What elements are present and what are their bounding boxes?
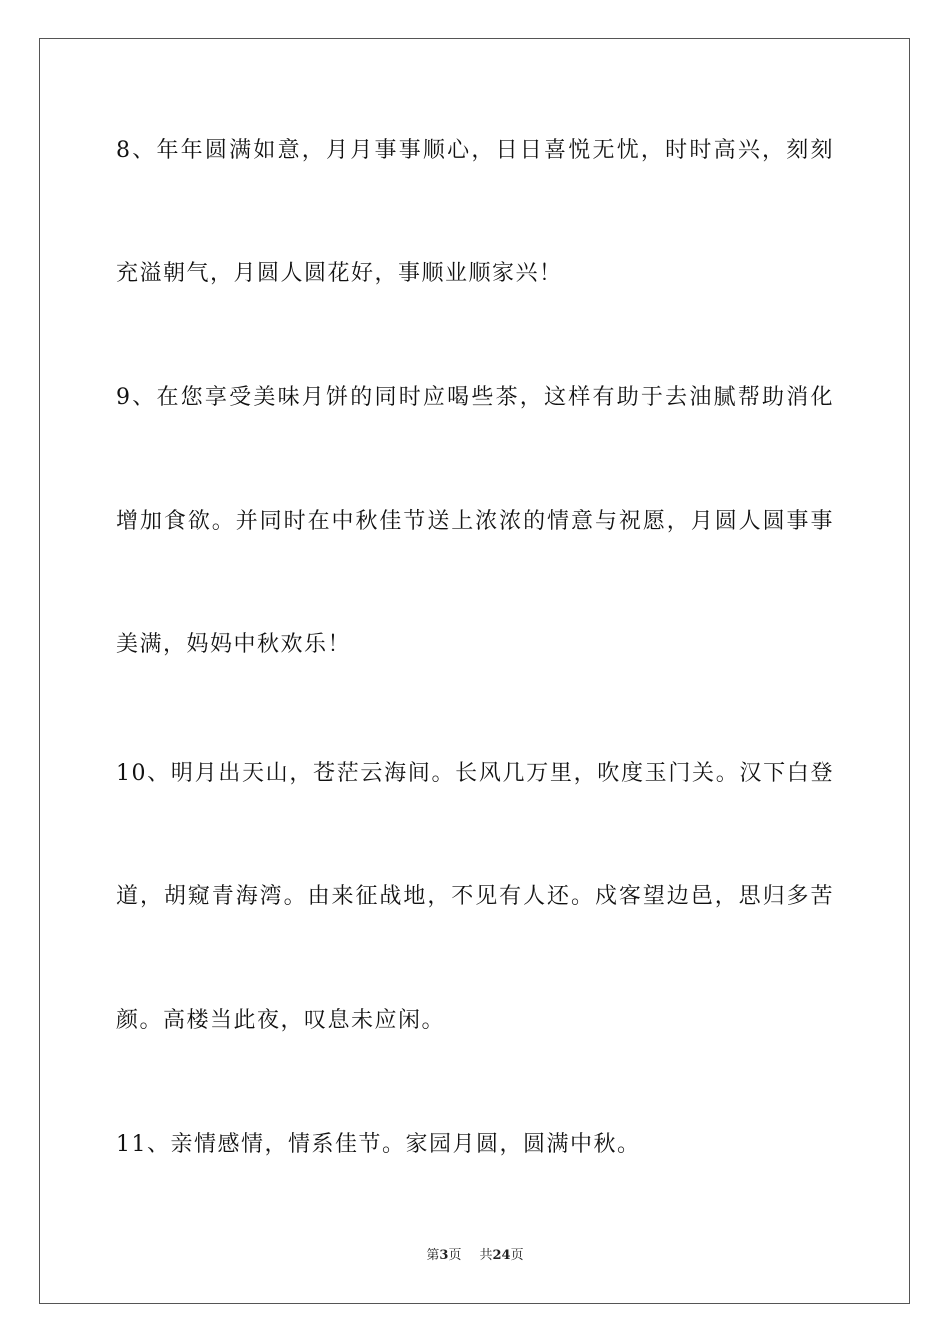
paragraph-9-line-2: 增加食欲。并同时在中秋佳节送上浓浓的情意与祝愿，月圆人圆事事 bbox=[116, 509, 834, 534]
total-suffix: 页 bbox=[510, 1248, 524, 1263]
page-footer bbox=[0, 1247, 950, 1265]
page-border bbox=[39, 38, 910, 1304]
page-number: 3 bbox=[439, 1248, 449, 1263]
paragraph-10-line-3: 颜。高楼当此夜，叹息未应闲。 bbox=[116, 1008, 446, 1033]
total-pages: 24 bbox=[492, 1248, 511, 1263]
paragraph-8-line-2: 充溢朝气，月圆人圆花好，事顺业顺家兴！ bbox=[116, 261, 563, 286]
paragraph-10-line-1: 10、明月出天山，苍茫云海间。长风几万里，吹度玉门关。汉下白登 bbox=[116, 761, 834, 786]
paragraph-10-line-2: 道，胡窥青海湾。由来征战地，不见有人还。戍客望边邑，思归多苦 bbox=[116, 884, 834, 909]
page-suffix: 页 bbox=[448, 1248, 462, 1263]
paragraph-9-line-1: 9、在您享受美味月饼的同时应喝些茶，这样有助于去油腻帮助消化 bbox=[116, 385, 834, 410]
total-prefix: 共 bbox=[479, 1248, 493, 1263]
paragraph-11-line-1: 11、亲情感情，情系佳节。家园月圆，圆满中秋。 bbox=[116, 1132, 641, 1157]
paragraph-8-line-1: 8、年年圆满如意，月月事事顺心，日日喜悦无忧，时时高兴，刻刻 bbox=[116, 138, 834, 163]
paragraph-9-line-3: 美满，妈妈中秋欢乐！ bbox=[116, 632, 352, 657]
page-prefix: 第 bbox=[426, 1248, 440, 1263]
